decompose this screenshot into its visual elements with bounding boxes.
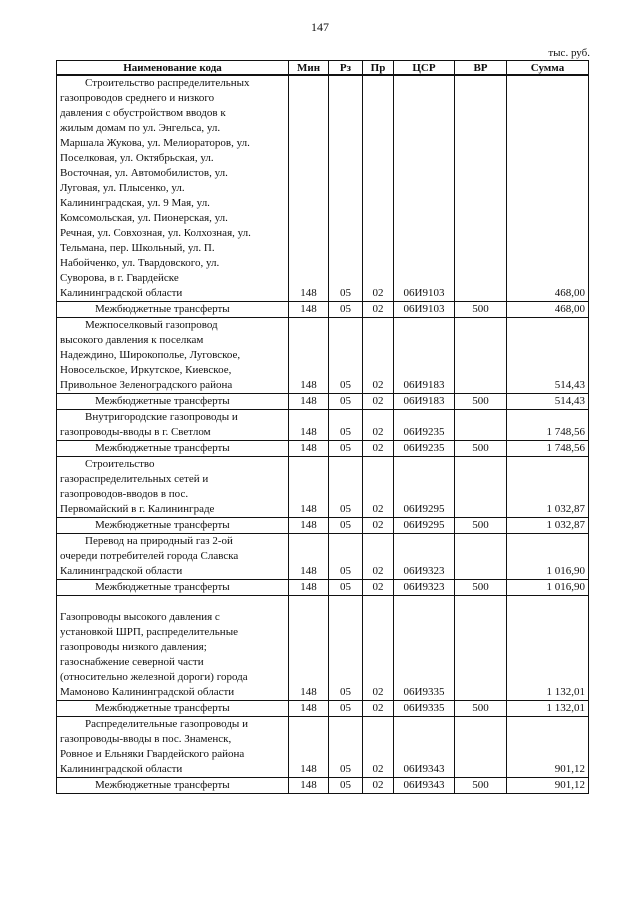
row-vr: 500: [455, 778, 507, 794]
table-row: [57, 457, 589, 518]
row-name-line: Комсомольская, ул. Пионерская, ул.: [60, 212, 228, 224]
row-min: 148: [289, 596, 329, 701]
row-rz: 05: [329, 701, 363, 717]
row-vr: 500: [455, 701, 507, 717]
row-name: [57, 410, 289, 441]
row-name-line: Межбюджетные трансферты: [95, 779, 230, 791]
row-rz: 05: [329, 580, 363, 596]
row-name: [57, 701, 289, 717]
row-vr: 500: [455, 518, 507, 534]
row-rz: 05: [329, 778, 363, 794]
row-rz: 05: [329, 518, 363, 534]
row-name-line: газопроводов-вводов в пос.: [60, 488, 189, 500]
row-name-line: Межбюджетные трансферты: [95, 702, 230, 714]
row-vr: 500: [455, 580, 507, 596]
row-rz: 05: [329, 394, 363, 410]
column-header-min: Мин: [289, 61, 329, 76]
row-csr: 06И9295: [394, 457, 455, 518]
budget-table: [56, 60, 589, 794]
units-label: тыс. руб.: [548, 47, 590, 59]
row-name-line: Межбюджетные трансферты: [95, 442, 230, 454]
row-vr: [455, 457, 507, 518]
table-row: [57, 441, 589, 457]
row-rz: 05: [329, 410, 363, 441]
row-min: 148: [289, 580, 329, 596]
row-sum: 1 016,90: [507, 534, 589, 580]
column-header-pr: Пр: [363, 61, 394, 76]
row-name-line: Перевод на природный газ 2-ой: [85, 535, 233, 547]
table-row: [57, 75, 589, 302]
row-csr: 06И9103: [394, 75, 455, 302]
table-row: [57, 778, 589, 794]
row-name-line: Распределительные газопроводы и: [85, 718, 248, 730]
row-pr: 02: [363, 457, 394, 518]
table-header-row: [57, 61, 589, 76]
row-sum: 468,00: [507, 75, 589, 302]
row-name-line: жилым домам по ул. Энгельса, ул.: [60, 122, 221, 134]
row-csr: 06И9343: [394, 778, 455, 794]
row-name-line: газопроводы-вводы в г. Светлом: [60, 426, 211, 438]
row-name-line: Набойченко, ул. Твардовского, ул.: [60, 257, 220, 269]
row-csr: 06И9183: [394, 394, 455, 410]
row-name-line: Ровное и Ельняки Гвардейского района: [60, 748, 245, 760]
row-pr: 02: [363, 701, 394, 717]
row-name: [57, 580, 289, 596]
row-name-line: давления с обустройством вводов к: [60, 107, 226, 119]
row-name-line: Новосельское, Иркутское, Киевское,: [60, 364, 232, 376]
row-name: [57, 518, 289, 534]
row-vr: [455, 596, 507, 701]
row-name-line: Межбюджетные трансферты: [95, 581, 230, 593]
row-vr: 500: [455, 302, 507, 318]
row-vr: [455, 410, 507, 441]
row-csr: 06И9335: [394, 596, 455, 701]
row-csr: 06И9295: [394, 518, 455, 534]
row-csr: 06И9183: [394, 318, 455, 394]
row-csr: 06И9335: [394, 701, 455, 717]
row-name: [57, 75, 289, 302]
row-name-line: газопроводы-вводы в пос. Знаменск,: [60, 733, 232, 745]
row-vr: [455, 717, 507, 778]
row-name-line: Привольное Зеленоградского района: [60, 379, 233, 391]
table-row: [57, 596, 589, 701]
row-pr: 02: [363, 394, 394, 410]
row-csr: 06И9235: [394, 410, 455, 441]
row-name-line: Межбюджетные трансферты: [95, 303, 230, 315]
row-pr: 02: [363, 596, 394, 701]
row-min: 148: [289, 534, 329, 580]
table-row: [57, 318, 589, 394]
row-name-line: [85, 596, 285, 610]
row-name-line: Межпоселковый газопровод: [85, 319, 218, 331]
row-name: [57, 534, 289, 580]
row-sum: 468,00: [507, 302, 589, 318]
row-sum: 901,12: [507, 717, 589, 778]
row-name: [57, 441, 289, 457]
row-name-line: Луговая, ул. Плысенко, ул.: [60, 182, 185, 194]
row-name: [57, 717, 289, 778]
row-vr: [455, 318, 507, 394]
row-sum: 1 032,87: [507, 518, 589, 534]
row-name-line: газопроводы низкого давления;: [60, 641, 207, 653]
row-pr: 02: [363, 717, 394, 778]
row-pr: 02: [363, 410, 394, 441]
row-pr: 02: [363, 302, 394, 318]
row-min: 148: [289, 717, 329, 778]
row-name: [57, 457, 289, 518]
row-name-line: Межбюджетные трансферты: [95, 519, 230, 531]
row-pr: 02: [363, 318, 394, 394]
row-rz: 05: [329, 302, 363, 318]
table-row: [57, 410, 589, 441]
table-row: [57, 580, 589, 596]
column-header-csr: ЦСР: [394, 61, 455, 76]
row-name-line: (относительно железной дороги) города: [60, 671, 248, 683]
row-pr: 02: [363, 534, 394, 580]
row-min: 148: [289, 457, 329, 518]
row-min: 148: [289, 701, 329, 717]
row-name-line: Надеждино, Широкополье, Луговское,: [60, 349, 241, 361]
row-name-line: Поселковая, ул. Октябрьская, ул.: [60, 152, 214, 164]
row-vr: 500: [455, 441, 507, 457]
row-name-line: Калининградской области: [60, 565, 183, 577]
row-pr: 02: [363, 518, 394, 534]
table-row: [57, 701, 589, 717]
row-pr: 02: [363, 75, 394, 302]
row-name: [57, 778, 289, 794]
row-name-line: Газопроводы высокого давления с: [60, 611, 220, 623]
row-csr: 06И9235: [394, 441, 455, 457]
row-rz: 05: [329, 457, 363, 518]
row-name-line: Первомайский в г. Калининграде: [60, 503, 215, 515]
row-pr: 02: [363, 580, 394, 596]
row-sum: 514,43: [507, 318, 589, 394]
row-name: [57, 302, 289, 318]
row-name-line: Строительство: [85, 458, 155, 470]
column-header-rz: Рз: [329, 61, 363, 76]
row-rz: 05: [329, 441, 363, 457]
row-min: 148: [289, 394, 329, 410]
row-name-line: Межбюджетные трансферты: [95, 395, 230, 407]
row-csr: 06И9103: [394, 302, 455, 318]
row-name-line: газораспределительных сетей и: [60, 473, 209, 485]
row-name-line: Калининградской области: [60, 763, 183, 775]
table-row: [57, 717, 589, 778]
column-header-vr: ВР: [455, 61, 507, 76]
row-name: [57, 394, 289, 410]
row-sum: 1 032,87: [507, 457, 589, 518]
row-name-line: Калининградской области: [60, 287, 183, 299]
row-sum: 901,12: [507, 778, 589, 794]
row-sum: 514,43: [507, 394, 589, 410]
row-min: 148: [289, 778, 329, 794]
row-min: 148: [289, 75, 329, 302]
row-csr: 06И9323: [394, 534, 455, 580]
row-name-line: Суворова, в г. Гвардейске: [60, 272, 179, 284]
row-sum: 1 132,01: [507, 701, 589, 717]
row-sum: 1 748,56: [507, 441, 589, 457]
row-vr: 500: [455, 394, 507, 410]
row-name-line: очереди потребителей города Славска: [60, 550, 239, 562]
row-name: [57, 596, 289, 701]
row-sum: 1 016,90: [507, 580, 589, 596]
row-vr: [455, 75, 507, 302]
row-min: 148: [289, 441, 329, 457]
row-csr: 06И9323: [394, 580, 455, 596]
row-sum: 1 748,56: [507, 410, 589, 441]
page-number: 147: [311, 20, 329, 34]
column-header-sum: Сумма: [507, 61, 589, 76]
row-min: 148: [289, 410, 329, 441]
row-name-line: Строительство распределительных: [85, 77, 250, 89]
table-row: [57, 534, 589, 580]
row-name-line: Речная, ул. Совхозная, ул. Колхозная, ул.: [60, 227, 251, 239]
row-min: 148: [289, 302, 329, 318]
row-name-line: Тельмана, пер. Школьный, ул. П.: [60, 242, 215, 254]
row-sum: 1 132,01: [507, 596, 589, 701]
row-name-line: газопроводов среднего и низкого: [60, 92, 215, 104]
row-rz: 05: [329, 318, 363, 394]
row-csr: 06И9343: [394, 717, 455, 778]
row-min: 148: [289, 518, 329, 534]
column-header-name: Наименование кода: [57, 61, 289, 76]
row-name-line: установкой ШРП, распределительные: [60, 626, 238, 638]
row-rz: 05: [329, 596, 363, 701]
table-row: [57, 394, 589, 410]
row-pr: 02: [363, 441, 394, 457]
row-name-line: газоснабжение северной части: [60, 656, 204, 668]
row-vr: [455, 534, 507, 580]
row-min: 148: [289, 318, 329, 394]
row-name-line: высокого давления к поселкам: [60, 334, 204, 346]
table-row: [57, 302, 589, 318]
table-row: [57, 518, 589, 534]
row-pr: 02: [363, 778, 394, 794]
table-body: [57, 75, 589, 794]
row-rz: 05: [329, 534, 363, 580]
row-rz: 05: [329, 75, 363, 302]
row-name-line: Восточная, ул. Автомобилистов, ул.: [60, 167, 228, 179]
row-name-line: Калининградская, ул. 9 Мая, ул.: [60, 197, 210, 209]
row-rz: 05: [329, 717, 363, 778]
row-name: [57, 318, 289, 394]
row-name-line: Мамоново Калининградской области: [60, 686, 235, 698]
row-name-line: Внутригородские газопроводы и: [85, 411, 238, 423]
row-name-line: Маршала Жукова, ул. Мелиораторов, ул.: [60, 137, 250, 149]
